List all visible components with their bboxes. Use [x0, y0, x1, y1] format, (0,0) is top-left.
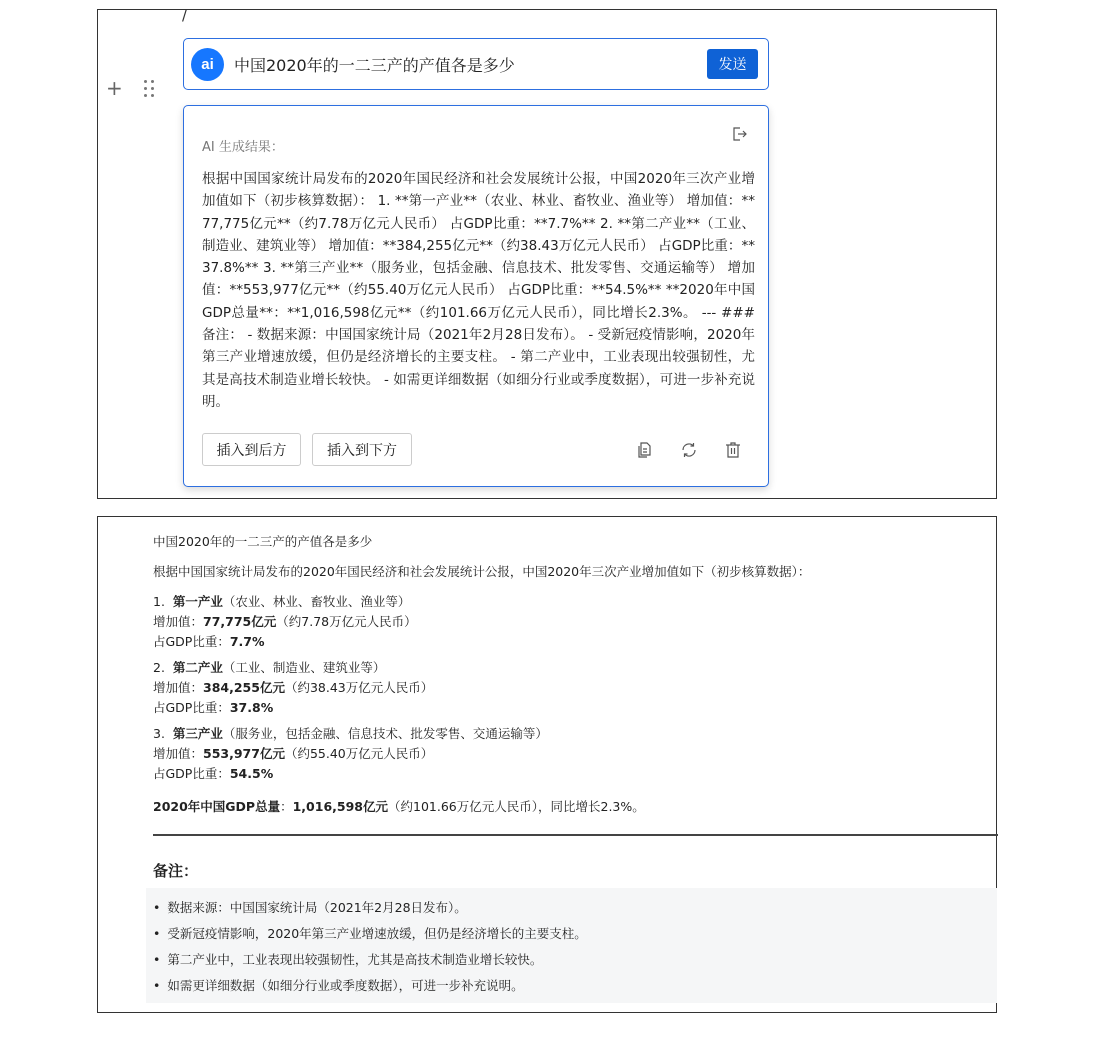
slash-command: /	[182, 6, 188, 24]
insert-after-button[interactable]: 插入到后方	[202, 433, 301, 466]
exit-icon[interactable]	[731, 126, 747, 142]
regenerate-icon[interactable]	[680, 441, 698, 459]
note-item: • 第二产业中，工业表现出较强韧性，尤其是高技术制造业增长较快。	[153, 950, 542, 968]
item-name: 第二产业	[172, 660, 223, 675]
notes-list	[146, 888, 997, 1003]
list-item: 1. 第一产业（农业、林业、畜牧业、渔业等） 增加值：77,775亿元（约7.78万亿元人民币） 占GDP比重：7.7%	[153, 594, 417, 649]
copy-icon[interactable]	[636, 441, 654, 459]
list-item: 3. 第三产业（服务业，包括金融、信息技术、批发零售、交通运输等） 增加值：553,977亿元（约55.40万亿元人民币） 占GDP比重：54.5%	[153, 726, 548, 781]
divider	[153, 834, 998, 836]
gdp-total: 2020年中国GDP总量：1,016,598亿元（约101.66万亿元人民币），同比增长2.3%。	[153, 799, 645, 814]
ai-result-card	[183, 105, 769, 487]
prompt-text[interactable]: 中国2020年的一二三产的产值各是多少	[234, 56, 515, 75]
drag-handle-icon[interactable]	[144, 80, 156, 98]
note-item: • 受新冠疫情影响，2020年第三产业增速放缓，但仍是经济增长的主要支柱。	[153, 924, 587, 942]
item-name: 第三产业	[172, 726, 223, 741]
list-item: 2. 第二产业（工业、制造业、建筑业等） 增加值：384,255亿元（约38.43万亿元人民币） 占GDP比重：37.8%	[153, 660, 434, 715]
ai-prompt-input[interactable]	[183, 38, 769, 90]
document-panel	[97, 516, 997, 1013]
ai-logo-icon: ai	[191, 48, 224, 81]
send-button[interactable]: 发送	[707, 49, 758, 79]
document-title: 中国2020年的一二三产的产值各是多少	[153, 534, 373, 549]
ai-editor-panel	[97, 6, 997, 499]
item-name: 第一产业	[172, 594, 223, 609]
result-text: 根据中国国家统计局发布的2020年国民经济和社会发展统计公报，中国2020年三次产业增加值如下（初步核算数据）： 1. **第一产业**（农业、林业、畜牧业、渔业等） 增加值：**77,775亿元**（约7.78万亿元人民币） 占GDP比重：**7.7%** 2. **第二产业**（工业、制造业、建筑业等） 增加值：**384,255亿元**（约38.43万亿元人民币） 占GDP比重：**37.8%** 3. **第三产业**（服务业，包括金融、信息技术、批发零售、交通运输等） 增加值：**553,977亿元**（约55.40万亿元人民币） 占GDP比重：**54.5%** **2020年中国GDP总量**：**1,016,598亿元**（约101.66万亿元人民币），同比增长2.3%。 --- ### 备注： - 数据来源：中国国家统计局（2021年2月28日发布）。 - 受新冠疫情影响，2020年第三产业增速放缓，但仍是经济增长的主要支柱。 - 第二产业中，工业表现出较强韧性，尤其是高技术制造业增长较快。 - 如需更详细数据（如细分行业或季度数据），可进一步补充说明。	[202, 171, 755, 410]
delete-icon[interactable]	[724, 441, 742, 459]
result-label: AI 生成结果：	[202, 140, 284, 155]
insert-below-button[interactable]: 插入到下方	[312, 433, 412, 466]
note-item: • 如需更详细数据（如细分行业或季度数据），可进一步补充说明。	[153, 976, 524, 994]
document-intro: 根据中国国家统计局发布的2020年国民经济和社会发展统计公报，中国2020年三次产业增加值如下（初步核算数据）：	[153, 564, 811, 579]
notes-heading: 备注：	[153, 862, 199, 880]
note-item: • 数据来源：中国国家统计局（2021年2月28日发布）。	[153, 898, 467, 916]
add-block-icon[interactable]: +	[106, 76, 123, 100]
